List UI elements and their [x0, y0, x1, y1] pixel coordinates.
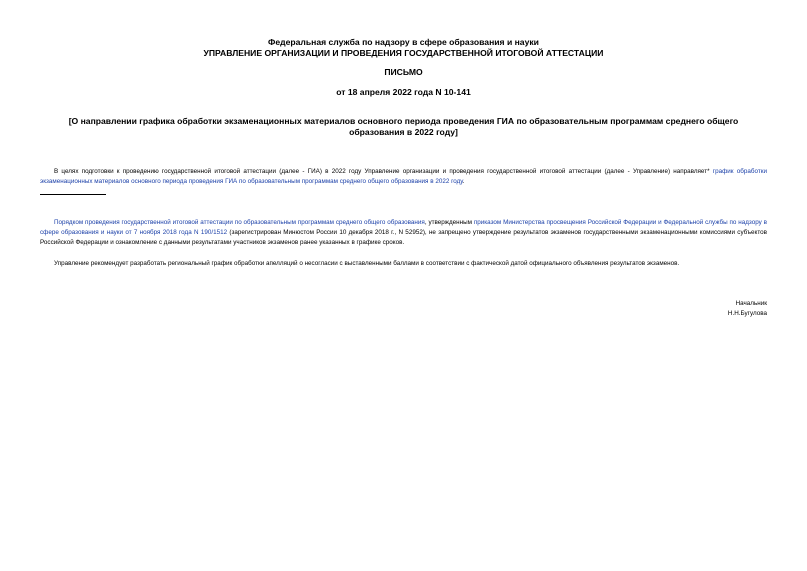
- schedule-link[interactable]: график обработки экзаменационных материалов основного периода проведения ГИА по образовательным программам среднего общего образования в 2022 году: [40, 168, 768, 185]
- document-type: ПИСЬМО: [384, 67, 423, 77]
- department-name: УПРАВЛЕНИЕ ОРГАНИЗАЦИИ И ПРОВЕДЕНИЯ ГОСУДАРСТВЕННОЙ ИТОГОВОЙ АТТЕСТАЦИИ: [203, 48, 604, 58]
- paragraph-recommendation: Управление рекомендует разработать региональный график обработки апелляций о несогласии с выставленными баллами в соответствии с фактической датой официального объявления результатов экзаменов.: [54, 260, 680, 267]
- paragraph-intro-end: .: [462, 178, 465, 185]
- order-link[interactable]: приказом Министерства просвещения Российской Федерации и Федеральной службы по надзору в сфере образования и науки от 7 ноября 2018 года N 190/1512: [40, 219, 767, 236]
- agency-name: Федеральная служба по надзору в сфере образования и науки: [268, 37, 539, 47]
- signature-title: Начальник: [735, 300, 767, 307]
- procedure-text-1: , утвержденным: [424, 219, 474, 226]
- paragraph-procedure: [40, 218, 767, 248]
- footnote-divider: [40, 194, 106, 195]
- letter-header: [40, 37, 767, 59]
- procedure-text-2: (зарегистрирован Минюстом России 10 декабря 2018 г., N 52952), не запрещено утверждение результатов экзаменов государственными экзаменационными комиссиями субъектов Российской Федерации и ознакомление с данными результатами участников экзаменов ранее указанных в графике сроков.: [40, 229, 767, 246]
- signature-block: [567, 299, 767, 319]
- document-date-number: от 18 апреля 2022 года N 10-141: [336, 87, 471, 97]
- paragraph-intro-text: В целях подготовки к проведению государственной итоговой аттестации (далее - ГИА) в 2022 году Управление организации и проведения государственной итоговой аттестации (далее - Управление) направляет*: [54, 168, 710, 175]
- signature-name: Н.Н.Бугулова: [727, 310, 767, 317]
- document-subject: [О направлении графика обработки экзаменационных материалов основного периода проведения ГИА по образовательным программам среднего общего образования в 2022 году]: [68, 116, 739, 137]
- paragraph-intro: [40, 167, 767, 187]
- procedure-link[interactable]: Порядком проведения государственной итоговой аттестации по образовательным программам среднего общего образования: [54, 219, 425, 226]
